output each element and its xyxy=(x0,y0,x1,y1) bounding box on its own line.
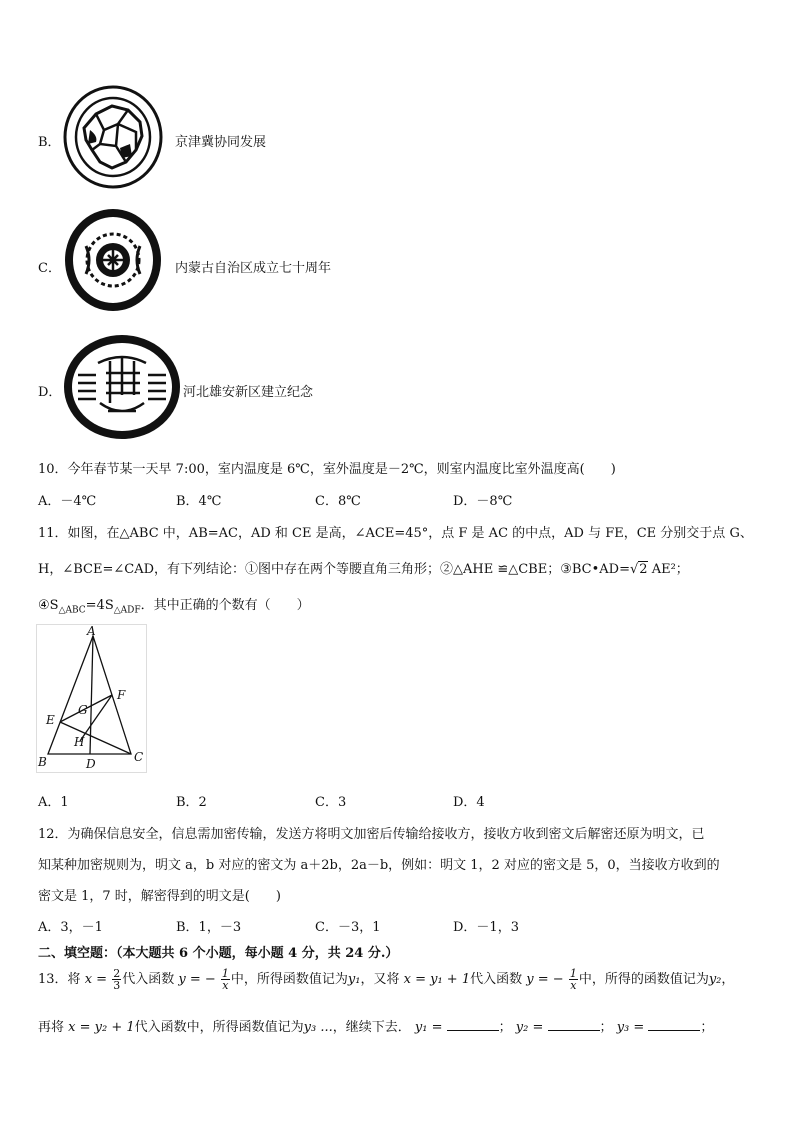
coin-b-text: 京津冀协同发展 xyxy=(175,135,267,150)
q13-x-eq-3: x = y₂ + 1 xyxy=(68,1020,135,1035)
coin-d-text: 河北雄安新区建立纪念 xyxy=(183,385,314,400)
q11-line-2-text: H，∠BCE=∠CAD，有下列结论：①图中存在两个等腰直角三角形；②△AHE ≌△CBE；③BC•AD= xyxy=(38,562,630,577)
q11-option-a: A．1 xyxy=(38,795,69,810)
q12-option-a: A．3，－1 xyxy=(38,920,103,935)
q13-y3: y₃ ... xyxy=(303,1020,333,1035)
frac-den: x xyxy=(222,979,229,992)
q11-option-d: D．4 xyxy=(453,795,485,810)
q13-p5: 代入函数 xyxy=(470,972,523,987)
q13-answer-y2-blank[interactable] xyxy=(548,1018,600,1031)
q12-option-d: D．－1，3 xyxy=(453,920,519,935)
q13-l2a: 再将 xyxy=(38,1020,65,1035)
q13-sep-2: ； xyxy=(599,1020,613,1035)
q11-triangle-figure xyxy=(36,624,148,774)
q13-sep-1: ； xyxy=(498,1020,512,1035)
q13-answer-y1-blank[interactable] xyxy=(447,1018,499,1031)
q10-option-b: B．4℃ xyxy=(176,494,222,509)
q13-line-1 xyxy=(38,966,734,994)
q11-line-2-tail: AE²； xyxy=(647,562,689,577)
coin-d-letter: D． xyxy=(38,385,62,400)
q11-option-b: B．2 xyxy=(176,795,207,810)
label-g: G xyxy=(78,703,88,717)
coin-d-image xyxy=(62,333,182,441)
q13-fraction-one-over-x-2 xyxy=(569,968,578,991)
label-a: A xyxy=(87,624,96,638)
label-e: E xyxy=(46,713,55,727)
q13-l2c: ，继续下去． xyxy=(332,1020,411,1035)
label-h: H xyxy=(74,735,85,749)
q12-option-c: C．－3，1 xyxy=(315,920,381,935)
q13-fraction-one-over-x xyxy=(221,968,230,991)
q11-sub-adf: △ADF xyxy=(113,605,141,616)
q13-answer-y3-label: y₃ = xyxy=(616,1020,645,1035)
q13-y-eq: y = − xyxy=(178,972,216,987)
sqrt-value: 2 xyxy=(639,562,648,577)
q13-p4: ，又将 xyxy=(360,972,400,987)
q13-l2b: 代入函数中，所得函数值记为 xyxy=(134,1020,304,1035)
q10-option-d: D．－8℃ xyxy=(453,494,513,509)
q10-option-c: C．8℃ xyxy=(315,494,361,509)
q13-answer-y3-blank[interactable] xyxy=(648,1018,700,1031)
coin-b-image xyxy=(62,84,164,190)
coin-b-letter: B． xyxy=(38,135,61,150)
q13-p6: 中，所得的函数值记为 xyxy=(578,972,709,987)
q11-sub-abc: △ABC xyxy=(58,605,86,616)
label-d: D xyxy=(86,757,96,771)
q13-answer-y2-label: y₂ = xyxy=(515,1020,544,1035)
frac-num: 1 xyxy=(221,967,229,980)
frac-den: x xyxy=(570,979,577,992)
q11-line-1: 11．如图，在△ABC 中，AB=AC，AD 和 CE 是高，∠ACE=45°，点 F 是 AC 的中点，AD 与 FE，CE 分别交于点 G、 xyxy=(38,526,753,541)
coin-c-image xyxy=(62,206,164,314)
q11-line-2 xyxy=(38,558,689,577)
q11-option-c: C．3 xyxy=(315,795,347,810)
q13-sep-3: ； xyxy=(700,1020,714,1035)
q12-line-3: 密文是 1，7 时，解密得到的明文是( ) xyxy=(38,889,281,904)
label-b: B xyxy=(38,755,47,769)
q13-p7: ， xyxy=(721,972,735,987)
q13-y1: y₁ xyxy=(347,972,361,987)
q13-x-eq: x = xyxy=(84,972,108,987)
q11-line-3 xyxy=(38,594,310,616)
frac-den: 3 xyxy=(113,979,121,992)
q13-p3: 中，所得函数值记为 xyxy=(230,972,348,987)
label-f: F xyxy=(117,688,126,702)
q13-y-eq-2: y = − xyxy=(526,972,564,987)
q11-line-3-a: ④S xyxy=(38,598,59,613)
q13-p1: 13．将 xyxy=(38,972,81,987)
sqrt-sign: √ xyxy=(630,562,639,577)
q13-line-2 xyxy=(38,1016,713,1035)
q11-line-3-b: =4S xyxy=(85,598,114,613)
q12-line-2: 知某种加密规则为，明文 a，b 对应的密文为 a＋2b，2a－b，例如：明文 1，2 对应的密文是 5，0，当接收方收到的 xyxy=(38,858,720,873)
q11-line-3-c: ．其中正确的个数有（ ） xyxy=(140,598,310,613)
q13-y2: y₂ xyxy=(708,972,722,987)
q13-fraction-two-thirds xyxy=(112,968,121,991)
q12-line-1: 12．为确保信息安全，信息需加密传输，发送方将明文加密后传输给接收方，接收方收到密文后解密还原为明文，已 xyxy=(38,827,705,842)
q12-option-b: B．1，－3 xyxy=(176,920,242,935)
q13-p2: 代入函数 xyxy=(122,972,175,987)
coin-c-letter: C． xyxy=(38,261,61,276)
frac-num: 1 xyxy=(569,967,577,980)
section-title-fill-in: 二、填空题：（本大题共 6 个小题，每小题 4 分，共 24 分.） xyxy=(38,946,399,961)
q13-x-eq-2: x = y₁ + 1 xyxy=(403,972,471,987)
q10-option-a: A．－4℃ xyxy=(38,494,97,509)
q13-answer-y1-label: y₁ = xyxy=(414,1020,443,1035)
label-c: C xyxy=(134,750,144,764)
coin-c-text: 内蒙古自治区成立七十周年 xyxy=(175,261,332,276)
q10-stem: 10．今年春节某一天早 7:00，室内温度是 6℃，室外温度是－2℃，则室内温度比室外温度高( ) xyxy=(38,462,616,477)
frac-num: 2 xyxy=(113,967,121,980)
